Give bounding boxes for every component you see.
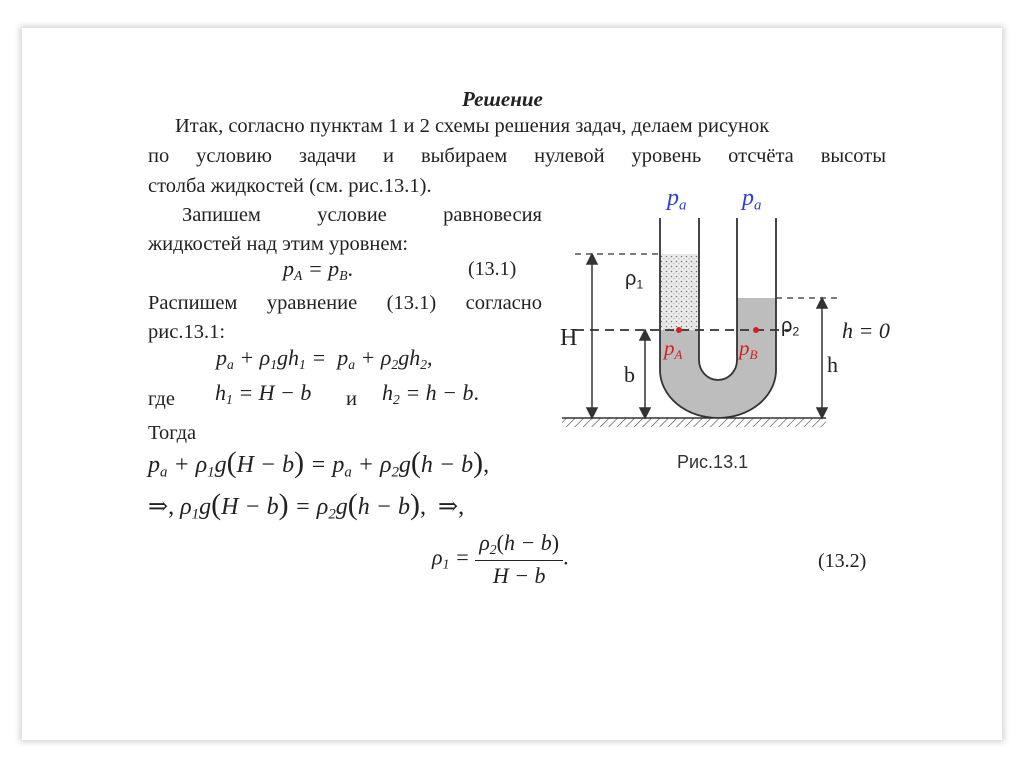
intro-line-2: по условию задачи и выбираем нулевой уровень отсчёта высоты — [148, 145, 886, 167]
liquid-rho1 — [660, 254, 699, 330]
pA-label: $p_A$ — [664, 336, 683, 362]
h1-definition: $h_1 = H - b$ — [215, 380, 312, 408]
figure-caption: Рис.13.1 — [677, 452, 749, 472]
point-B — [753, 327, 759, 333]
h2-definition: $h_2 = h - b$. — [382, 380, 480, 408]
equation-13-1: $p_A = p_B$. — [283, 256, 354, 284]
expand-line-1: Распишем уравнение (13.1) согласно — [148, 292, 542, 314]
simplified-equation: ⇒, $\rho_1g(H - b) = \rho_2g(h - b)$, ⇒, — [148, 488, 465, 523]
pB-label: $p_B$ — [739, 336, 758, 362]
rho1-label: $\rho_1$ — [625, 268, 644, 292]
intro-line-3: столба жидкостей (см. рис.13.1). — [148, 175, 432, 197]
intro-line-1: Итак, согласно пунктам 1 и 2 схемы решения задач, делаем рисунок — [175, 115, 770, 137]
then-label: Тогда — [148, 422, 197, 444]
b-label: b — [624, 362, 635, 387]
result-equation: $\rho_1$ = $\frac{\rho_2(h - b)}{H - b}$ . — [432, 530, 569, 589]
where-label: где — [148, 388, 175, 410]
point-A — [676, 327, 682, 333]
pa-right-label: $p_a$ — [742, 185, 762, 214]
solution-heading: Решение — [462, 87, 543, 111]
u-tube-figure — [550, 180, 850, 440]
and-label: и — [346, 388, 357, 410]
expand-line-2: рис.13.1: — [148, 321, 226, 343]
equation-13-2-number: (13.2) — [818, 550, 867, 572]
tube-inner — [699, 218, 737, 380]
zero-level-label: h = 0 — [842, 318, 890, 343]
rho2-label: $\rho_2$ — [781, 315, 800, 339]
condition-line-2: жидкостей над этим уровнем: — [148, 233, 409, 255]
ground — [562, 418, 826, 427]
equation-13-1-number: (13.1) — [468, 258, 517, 280]
pa-left-label: $p_a$ — [667, 185, 687, 214]
substituted-equation: $p_a + \rho_1g(H - b) = p_a + \rho_2g(h - b)$, — [148, 446, 490, 481]
expanded-equation: $p_a + \rho_1gh_1 = p_a + \rho_2gh_2$, — [216, 345, 433, 373]
condition-line-1: Запишем условие равновесия — [182, 204, 542, 226]
H-label: H — [560, 325, 578, 351]
h-label: h — [827, 352, 838, 377]
